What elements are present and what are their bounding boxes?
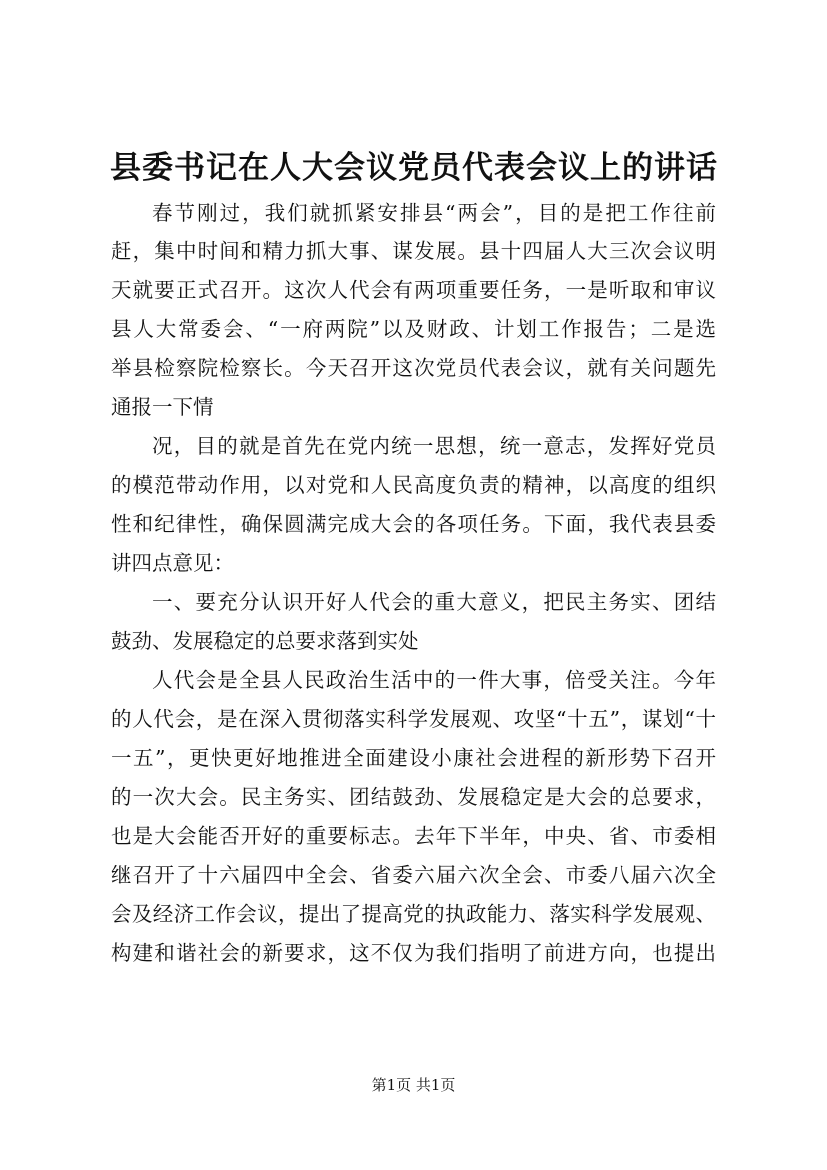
page-number-footer: 第1页 共1页 bbox=[371, 1076, 456, 1094]
text-line: 的模范带动作用，以对党和人民高度负责的精神，以高度的组织 bbox=[111, 473, 716, 497]
text-line: 构建和谐社会的新要求，这不仅为我们指明了前进方向，也提出 bbox=[111, 941, 716, 965]
text-line: 县人大常委会、“一府两院”以及财政、计划工作报告；二是选 bbox=[111, 317, 716, 341]
text-line: 的人代会，是在深入贯彻落实科学发展观、攻坚“十五”，谋划“十 bbox=[111, 707, 716, 731]
text-line: 讲四点意见： bbox=[111, 551, 234, 575]
text-line: 春节刚过，我们就抓紧安排县“两会”，目的是把工作往前 bbox=[152, 201, 716, 225]
text-line: 通报一下情 bbox=[111, 395, 214, 419]
text-line: 的一次大会。民主务实、团结鼓劲、发展稳定是大会的总要求， bbox=[111, 785, 716, 809]
text-line: 人代会是全县人民政治生活中的一件大事，倍受关注。今年 bbox=[152, 668, 716, 692]
page-title: 县委书记在人大会议党员代表会议上的讲话 bbox=[110, 150, 718, 186]
text-line: 一五”，更快更好地推进全面建设小康社会进程的新形势下召开 bbox=[111, 746, 716, 770]
text-line: 继召开了十六届四中全会、省委六届六次全会、市委八届六次全 bbox=[111, 863, 716, 887]
text-line: 天就要正式召开。这次人代会有两项重要任务，一是听取和审议 bbox=[111, 278, 716, 302]
text-line: 举县检察院检察长。今天召开这次党员代表会议，就有关问题先 bbox=[111, 356, 716, 380]
text-line: 性和纪律性，确保圆满完成大会的各项任务。下面，我代表县委 bbox=[111, 512, 716, 536]
section-heading-line: 鼓劲、发展稳定的总要求落到实处 bbox=[111, 629, 419, 653]
section-heading-line: 一、要充分认识开好人代会的重大意义，把民主务实、团结 bbox=[152, 590, 716, 614]
text-line: 会及经济工作会议，提出了提高党的执政能力、落实科学发展观、 bbox=[111, 902, 716, 926]
text-line: 也是大会能否开好的重要标志。去年下半年，中央、省、市委相 bbox=[111, 824, 716, 848]
text-line: 赶，集中时间和精力抓大事、谋发展。县十四届人大三次会议明 bbox=[111, 239, 716, 263]
text-line: 况，目的就是首先在党内统一思想，统一意志，发挥好党员 bbox=[152, 434, 716, 458]
